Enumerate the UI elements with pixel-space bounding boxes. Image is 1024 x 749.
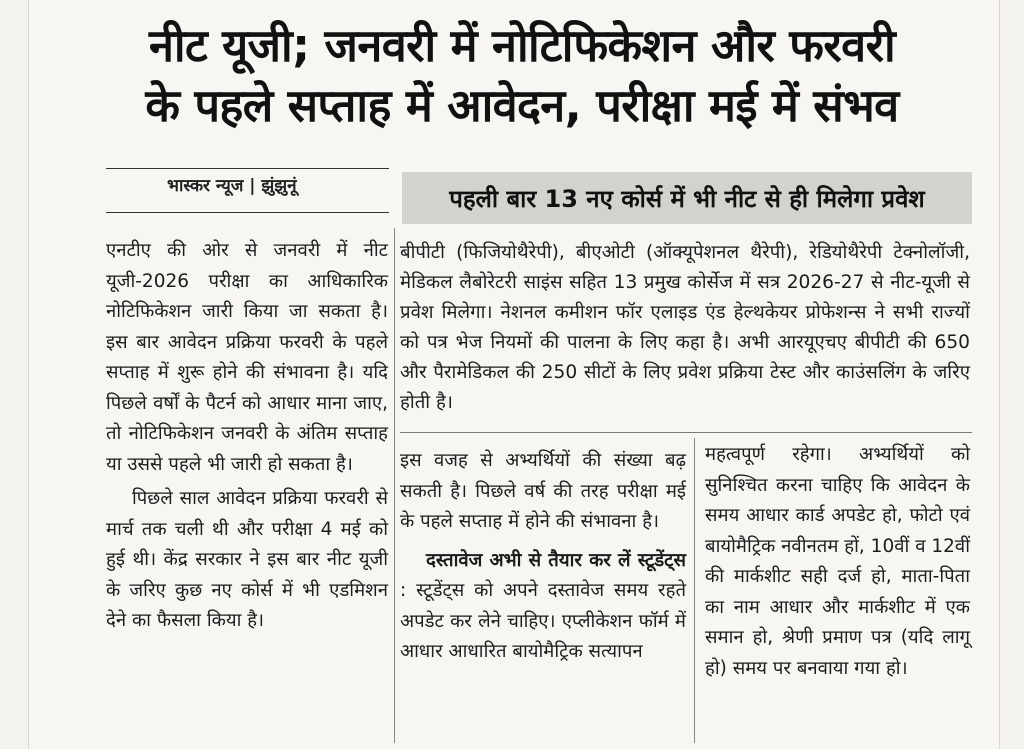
column-left	[106, 236, 388, 637]
right-paragraph-1: महत्वपूर्ण रहेगा। अभ्यर्थियों को सुनिश्चित करना चाहिए कि आवेदन के समय आधार कार्ड अपडेट हो, फोटो एवं बायोमैट्रिक नवीनतम हों, 10वीं व 12वीं की मार्कशीट सही दर्ज हो, माता-पिता का नाम आधार और मार्कशीट में एक समान हो, श्रेणी प्रमाण पत्र (यदि लागू हो) समय पर बनवाया गया हो।	[705, 444, 970, 679]
left-paragraph-1: एनटीए की ओर से जनवरी में नीट यूजी-2026 परीक्षा का आधिकारिक नोटिफिकेशन जारी किया जा सकता है। इस बार आवेदन प्रक्रिया फरवरी के पहले सप्ताह में शुरू होने की संभावना है। यदि पिछले वर्षों के पैटर्न को आधार माना जाए, तो नोटिफिकेशन जनवरी के अंतिम सप्ताह या उससे पहले भी जारी हो सकता है।	[106, 240, 388, 475]
middle-paragraph-2-text: : स्टूडेंट्स को अपने दस्तावेज समय रहते अपडेट कर लेने चाहिए। एप्लीकेशन फॉर्म में आधार आधारित बायोमैट्रिक सत्यापन	[400, 580, 686, 662]
headline-line-1: नीट यूजी; जनवरी में नोटिफिकेशन और फरवरी	[148, 19, 896, 72]
middle-paragraph-1: इस वजह से अभ्यर्थियों की संख्या बढ़ सकती है। पिछले वर्ष की तरह परीक्षा मई के पहले सप्ताह में होने की संभावना है।	[400, 450, 686, 532]
byline: भास्कर न्यूज | झुंझुनूं	[167, 176, 297, 196]
top-block-paragraph: बीपीटी (फिजियोथैरेपी), बीएओटी (ऑक्यूपेशनल थैरेपी), रेडियोथैरेपी टेक्नोलॉजी, मेडिकल लैबोरेटरी साइंस सहित 13 प्रमुख कोर्सेज में सत्र 2026-27 से नीट-यूजी से प्रवेश मिलेगा। नेशनल कमीशन फॉर एलाइड एंड हेल्थकेयर प्रोफेशन्स ने सभी राज्यों को पत्र भेज नियमों की पालना के लिए कहा है। अभी आरयूएचए बीपीटी की 650 और पैरामेडिकल की 250 सीटों के लिए प्रवेश प्रक्रिया टेस्ट और काउंसलिंग के जरिए होती है।	[400, 242, 970, 413]
subheading: दस्तावेज अभी से तैयार कर लें स्टूडेंट्स	[426, 549, 686, 571]
highlight-title: पहली बार 13 नए कोर्स में भी नीट से ही मिलेगा प्रवेश	[449, 185, 925, 213]
column-right	[705, 440, 970, 684]
section-rule	[400, 432, 972, 433]
byline-rule-top	[106, 168, 389, 169]
top-block-text	[400, 238, 970, 418]
highlight-box	[402, 172, 972, 224]
column-divider-right	[694, 438, 695, 743]
column-middle	[400, 446, 686, 668]
byline-rule-bottom	[106, 212, 389, 213]
left-paragraph-2: पिछले साल आवेदन प्रक्रिया फरवरी से मार्च तक चली थी और परीक्षा 4 मई को हुई थी। केंद्र सरकार ने इस बार नीट यूजी के जरिए कुछ नए कोर्स में भी एडमिशन देने का फैसला किया है।	[106, 488, 388, 631]
middle-paragraph-2	[400, 546, 686, 668]
column-divider-left	[394, 228, 395, 743]
headline	[82, 16, 962, 136]
headline-line-2: के पहले सप्ताह में आवेदन, परीक्षा मई में संभव	[145, 79, 899, 132]
